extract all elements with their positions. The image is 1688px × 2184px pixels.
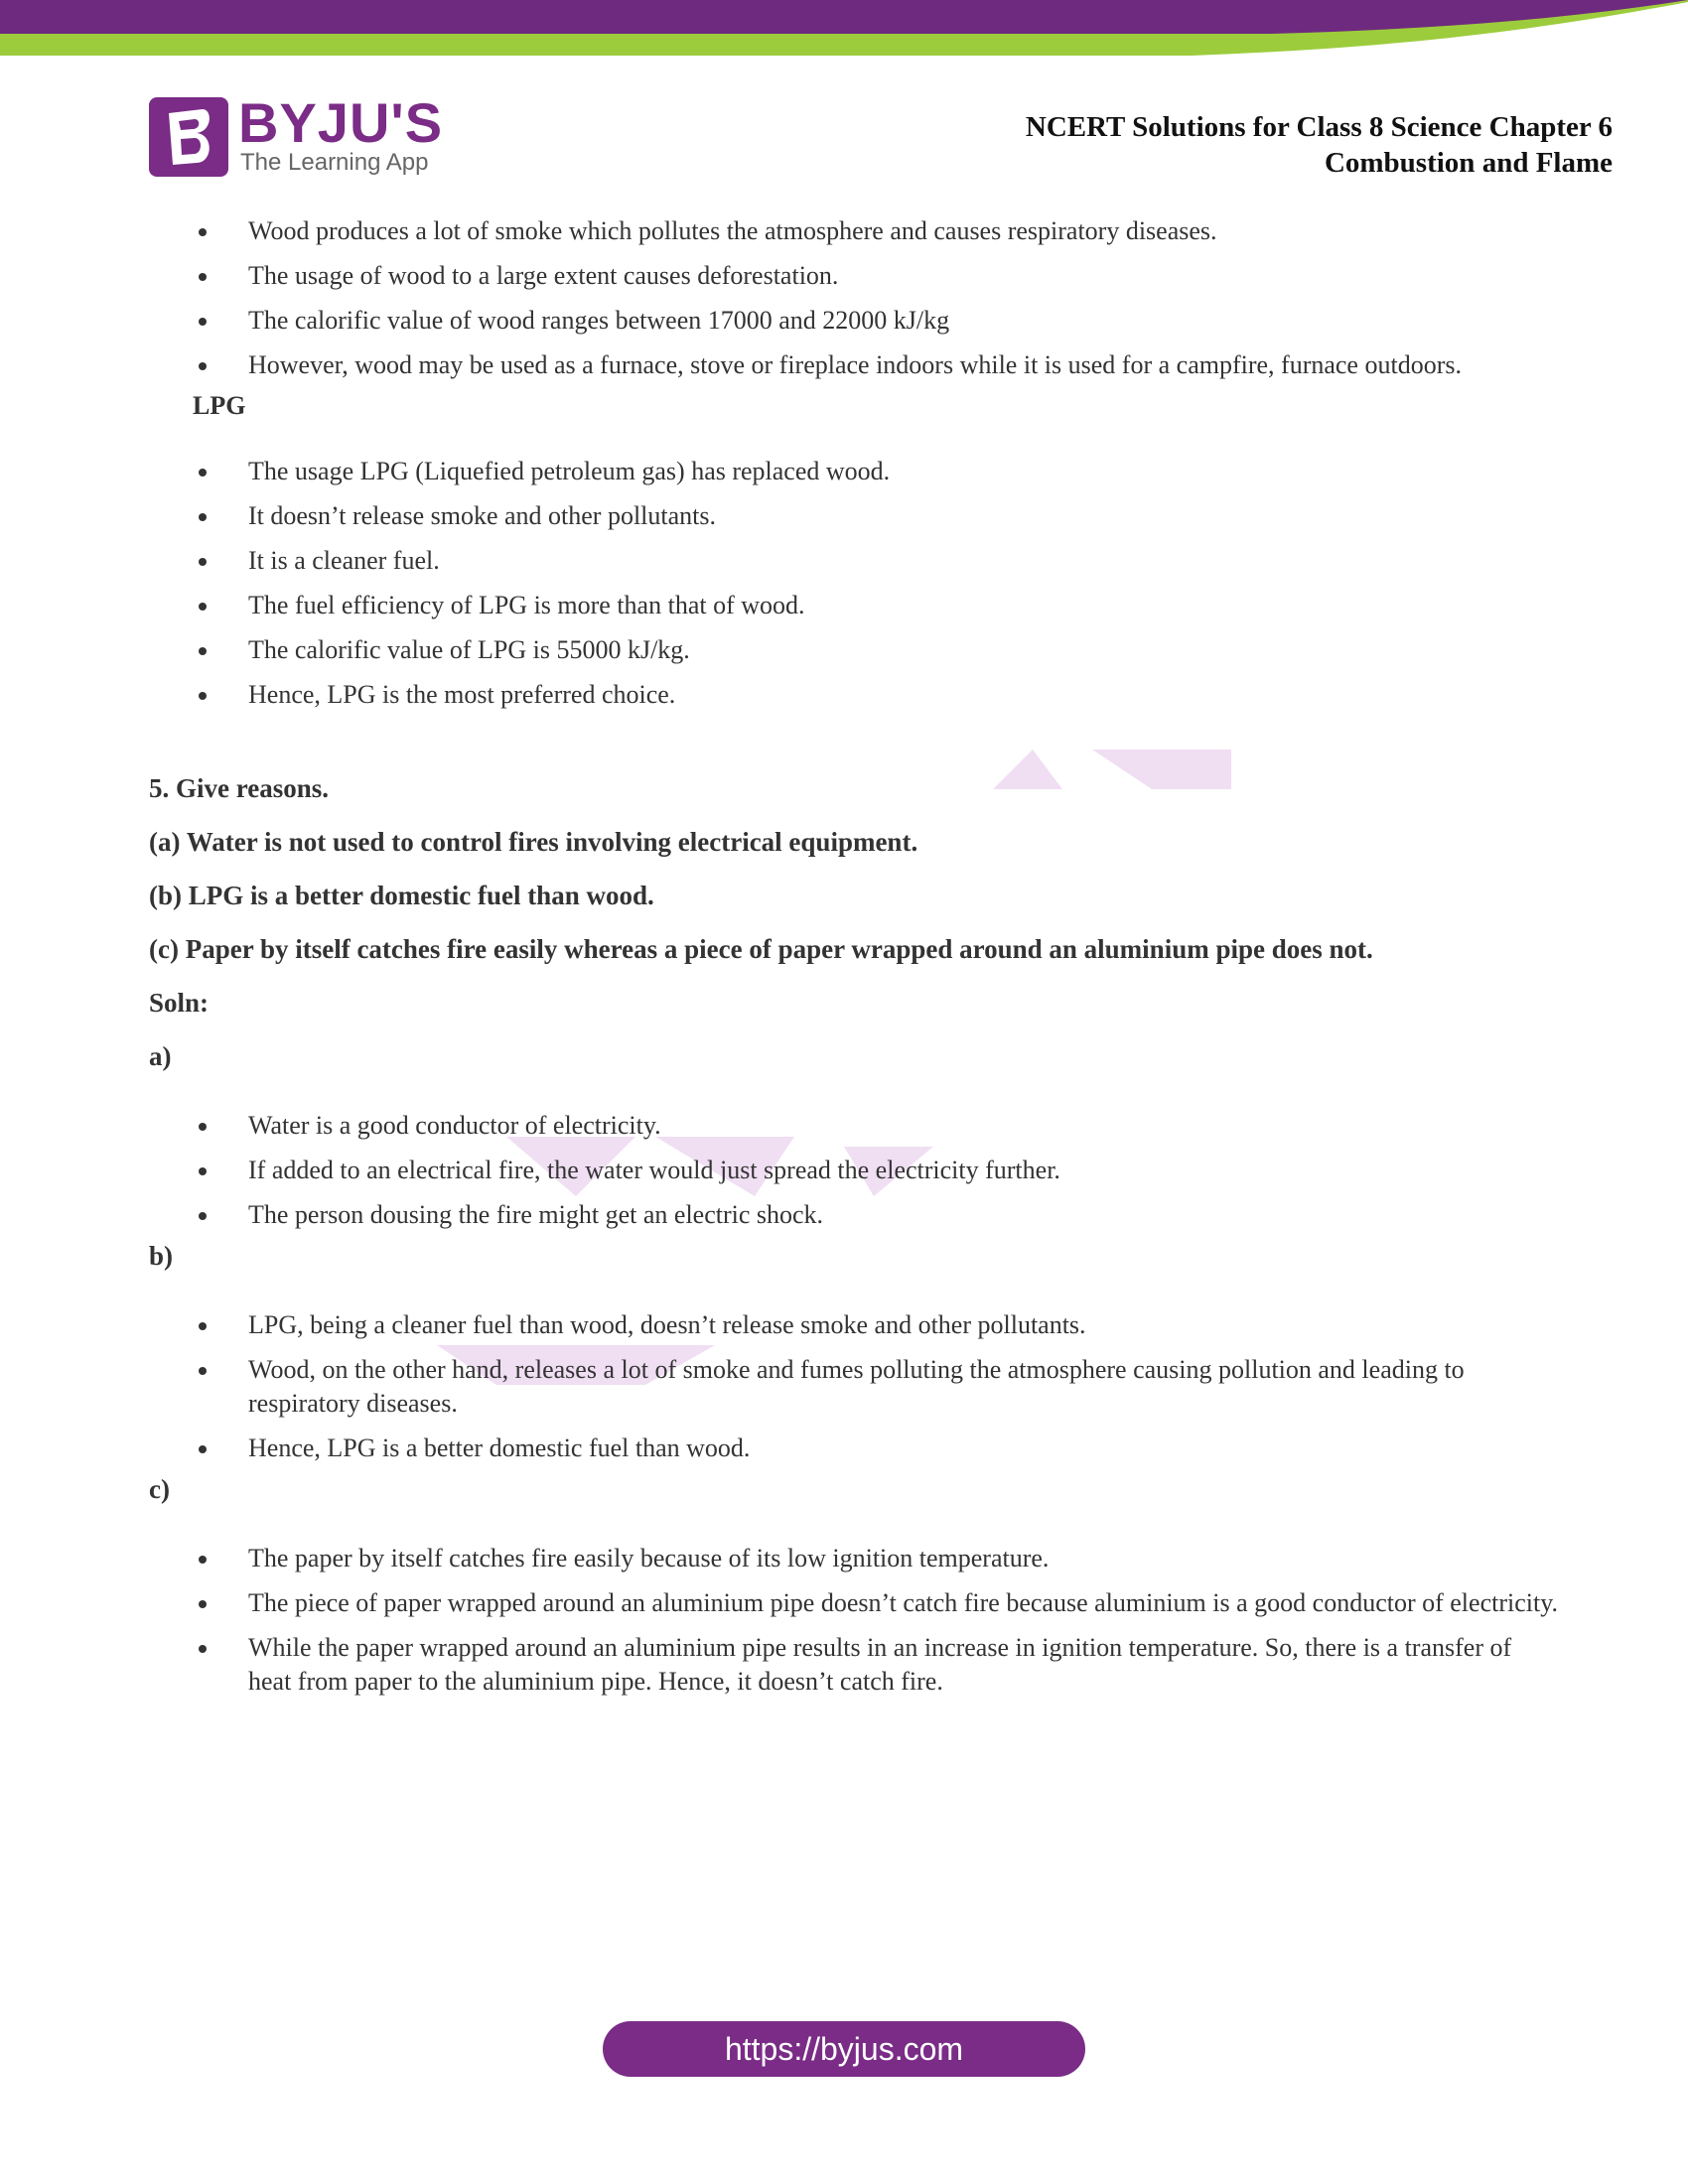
solution-b-label: b) [149,1241,174,1271]
list-item: The paper by itself catches fire easily because of its low ignition temperature. [149,1542,1559,1575]
solution-label: Soln: [149,988,210,1018]
list-item: Hence, LPG is a better domestic fuel than wood. [149,1432,1559,1465]
list-item: It is a cleaner fuel. [149,544,1559,578]
title-line-2: Combustion and Flame [1324,147,1613,179]
byjus-logo [149,91,447,181]
lpg-points-list [149,455,1559,712]
question-part-a: (a) Water is not used to control fires involving electrical equipment. [149,827,918,857]
lpg-heading: LPG [193,391,246,420]
top-banner [0,0,1688,60]
list-item: Wood, on the other hand, releases a lot of smoke and fumes polluting the atmosphere causing pollution and leading to respiratory diseases. [149,1353,1559,1421]
list-item: The piece of paper wrapped around an aluminium pipe doesn’t catch fire because aluminium is a good conductor of electricity. [149,1586,1559,1620]
list-item: Wood produces a lot of smoke which pollutes the atmosphere and causes respiratory diseases. [149,214,1559,248]
wood-points-list [149,214,1559,382]
list-item: The calorific value of LPG is 55000 kJ/kg. [149,633,1559,667]
list-item: However, wood may be used as a furnace, stove or fireplace indoors while it is used for a campfire, furnace outdoors. [149,348,1559,382]
list-item: The usage of wood to a large extent causes deforestation. [149,259,1559,293]
list-item: Hence, LPG is the most preferred choice. [149,678,1559,712]
brand-name: BYJU'S [238,91,444,154]
list-item: The usage LPG (Liquefied petroleum gas) has replaced wood. [149,455,1559,488]
solution-c-label: c) [149,1474,170,1504]
list-item: If added to an electrical fire, the water would just spread the electricity further. [149,1154,1559,1187]
list-item: LPG, being a cleaner fuel than wood, doesn’t release smoke and other pollutants. [149,1308,1559,1342]
list-item: The person dousing the fire might get an electric shock. [149,1198,1559,1232]
question-title: 5. Give reasons. [149,773,329,803]
question-part-b: (b) LPG is a better domestic fuel than wood. [149,881,654,910]
list-item: While the paper wrapped around an aluminium pipe results in an increase in ignition temperature. So, there is a transfer of heat from paper to the aluminium pipe. Hence, it doesn’t catch fire. [149,1631,1559,1699]
logo-mark [149,97,228,177]
solution-c-list [149,1542,1559,1699]
question-part-c: (c) Paper by itself catches fire easily whereas a piece of paper wrapped around an aluminium pipe does not. [149,934,1373,964]
solution-b-list [149,1308,1559,1465]
list-item: It doesn’t release smoke and other pollutants. [149,499,1559,533]
list-item: The calorific value of wood ranges between 17000 and 22000 kJ/kg [149,304,1559,338]
brand-tagline: The Learning App [240,149,429,176]
document-body [149,210,1559,1709]
title-line-1: NCERT Solutions for Class 8 Science Chapter 6 [1025,111,1613,143]
solution-a-label: a) [149,1041,172,1071]
footer-url-link[interactable]: https://byjus.com [603,2021,1085,2077]
solution-a-list [149,1109,1559,1232]
logo-b-icon [163,107,214,167]
list-item: Water is a good conductor of electricity. [149,1109,1559,1143]
list-item: The fuel efficiency of LPG is more than that of wood. [149,589,1559,622]
page-title [1026,109,1613,181]
